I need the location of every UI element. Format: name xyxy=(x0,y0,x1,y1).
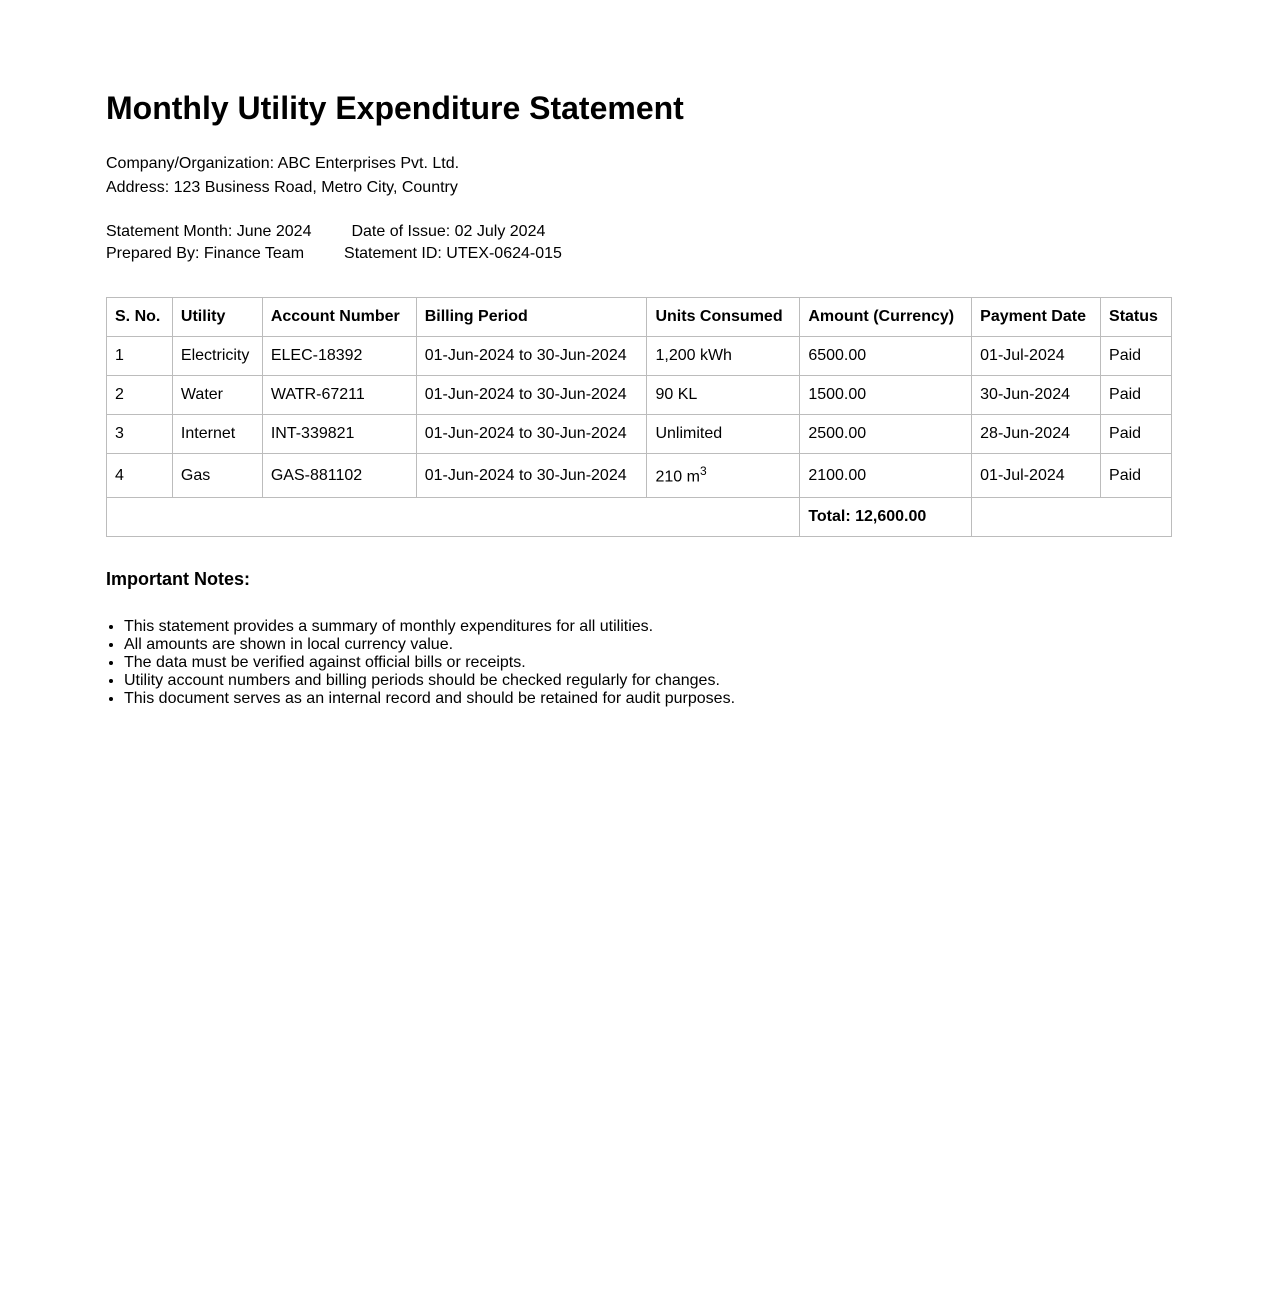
cell-status: Paid xyxy=(1101,337,1172,376)
header-amount: Amount (Currency) xyxy=(800,298,972,337)
header-payment-date: Payment Date xyxy=(972,298,1101,337)
company-address: Address: 123 Business Road, Metro City, Country xyxy=(106,179,458,196)
company-name: Company/Organization: ABC Enterprises Pvt. Ltd. xyxy=(106,155,460,172)
header-utility: Utility xyxy=(172,298,262,337)
cell-payment-date: 01-Jul-2024 xyxy=(972,337,1101,376)
cell-payment-date: 30-Jun-2024 xyxy=(972,376,1101,415)
cell-billing-period: 01-Jun-2024 to 30-Jun-2024 xyxy=(416,376,647,415)
date-of-issue: Date of Issue: 02 July 2024 xyxy=(351,223,546,240)
meta-row-1 xyxy=(106,221,562,243)
cell-sno: 2 xyxy=(107,376,173,415)
header-status: Status xyxy=(1101,298,1172,337)
total-row xyxy=(107,498,1172,537)
cell-account-number: WATR-67211 xyxy=(262,376,416,415)
cell-amount: 1500.00 xyxy=(800,376,972,415)
company-info xyxy=(106,152,459,200)
statement-meta xyxy=(106,221,562,265)
units-superscript: 3 xyxy=(699,464,707,479)
notes-list xyxy=(106,618,735,708)
cell-billing-period: 01-Jun-2024 to 30-Jun-2024 xyxy=(416,337,647,376)
header-units-consumed: Units Consumed xyxy=(647,298,800,337)
meta-row-2 xyxy=(106,243,562,265)
cell-billing-period: 01-Jun-2024 to 30-Jun-2024 xyxy=(416,415,647,454)
cell-units-consumed: 1,200 kWh xyxy=(647,337,800,376)
cell-amount: 2500.00 xyxy=(800,415,972,454)
cell-sno: 4 xyxy=(107,454,173,498)
list-item: • This statement provides a summary of monthly expenditures for all utilities. xyxy=(124,618,735,636)
statement-month: Statement Month: June 2024 xyxy=(106,223,312,240)
statement-id: Statement ID: UTEX-0624-015 xyxy=(344,245,562,262)
table-row xyxy=(107,376,1172,415)
cell-status: Paid xyxy=(1101,376,1172,415)
expenditure-table xyxy=(106,297,1172,537)
header-account-number: Account Number xyxy=(262,298,416,337)
cell-account-number: INT-339821 xyxy=(262,415,416,454)
cell-units-consumed: 90 KL xyxy=(647,376,800,415)
cell-units-consumed xyxy=(647,454,800,498)
list-item: • The data must be verified against official bills or receipts. xyxy=(124,654,735,672)
cell-payment-date: 01-Jul-2024 xyxy=(972,454,1101,498)
page-title: Monthly Utility Expenditure Statement xyxy=(106,90,684,126)
cell-sno: 3 xyxy=(107,415,173,454)
total-empty-cell xyxy=(972,498,1172,537)
cell-amount: 2100.00 xyxy=(800,454,972,498)
list-item: • All amounts are shown in local currency value. xyxy=(124,636,735,654)
cell-status: Paid xyxy=(1101,415,1172,454)
cell-payment-date: 28-Jun-2024 xyxy=(972,415,1101,454)
prepared-by: Prepared By: Finance Team xyxy=(106,245,305,262)
cell-amount: 6500.00 xyxy=(800,337,972,376)
cell-account-number: ELEC-18392 xyxy=(262,337,416,376)
cell-utility: Internet xyxy=(172,415,262,454)
cell-status: Paid xyxy=(1101,454,1172,498)
table-row xyxy=(107,415,1172,454)
units-value: 210 m xyxy=(655,468,700,486)
cell-units-consumed: Unlimited xyxy=(647,415,800,454)
table-row xyxy=(107,337,1172,376)
cell-utility: Electricity xyxy=(172,337,262,376)
list-item: • Utility account numbers and billing periods should be checked regularly for changes. xyxy=(124,672,735,690)
cell-utility: Gas xyxy=(172,454,262,498)
header-sno: S. No. xyxy=(107,298,173,337)
total-spacer-cell xyxy=(107,498,800,537)
cell-utility: Water xyxy=(172,376,262,415)
total-amount: Total: 12,600.00 xyxy=(800,498,972,537)
table-row xyxy=(107,454,1172,498)
cell-account-number: GAS-881102 xyxy=(262,454,416,498)
notes-heading: Important Notes: xyxy=(106,569,250,589)
header-billing-period: Billing Period xyxy=(416,298,647,337)
cell-billing-period: 01-Jun-2024 to 30-Jun-2024 xyxy=(416,454,647,498)
cell-sno: 1 xyxy=(107,337,173,376)
list-item: • This document serves as an internal record and should be retained for audit purposes. xyxy=(124,690,735,708)
table-header-row xyxy=(107,298,1172,337)
